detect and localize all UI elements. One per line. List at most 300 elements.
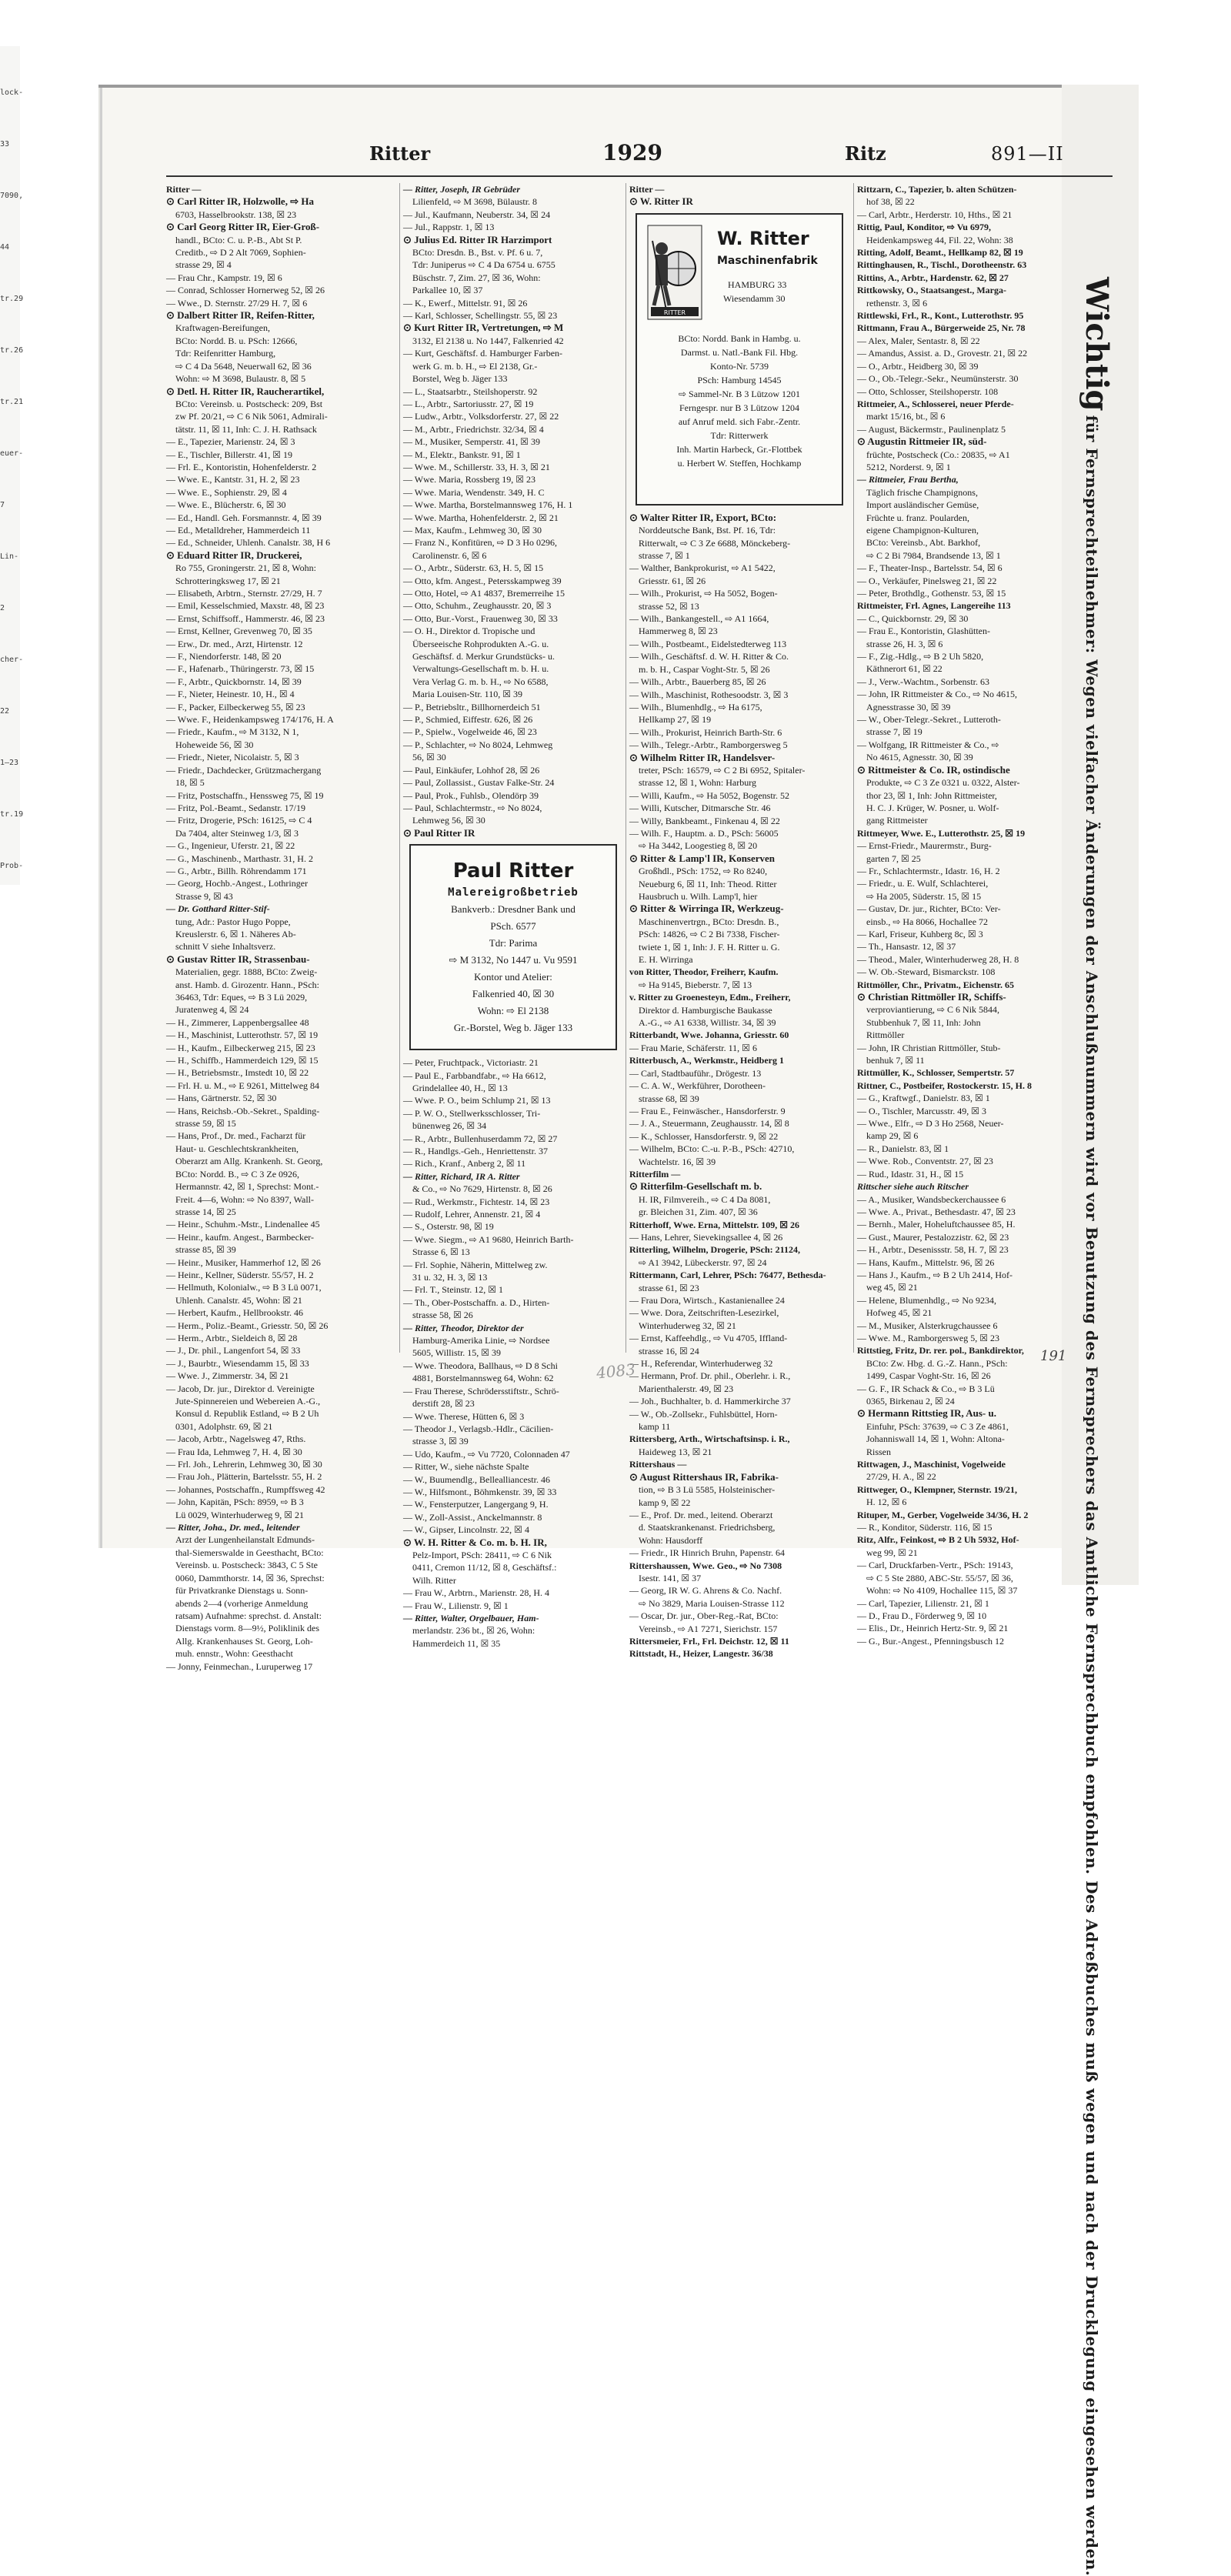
- directory-entry: — Herm., Arbtr., Sieldeich 8, ☒ 28: [166, 1332, 298, 1343]
- directory-entry: — Wwe. Martha, Hohenfelderstr. 2, ☒ 21: [403, 512, 559, 523]
- directory-entry: Borstel, Weg b. Jäger 133: [412, 373, 508, 385]
- directory-entry: — Friedr., Dachdecker, Grützmachergang: [166, 764, 322, 776]
- ad-line: Ferngespr. nur B 3 Lützow 1204: [679, 402, 799, 413]
- directory-entry: — Ritter, W., siehe nächste Spalte: [403, 1461, 529, 1473]
- directory-entry: — Frau Chr., Kampstr. 19, ☒ 6: [166, 272, 282, 283]
- directory-entry: — Theod., Maler, Winterhuderweg 28, H. 8: [857, 953, 1019, 965]
- directory-entry: Ritterling, Wilhelm, Drogerie, PSch: 21124,: [629, 1244, 800, 1256]
- directory-entry: — H., Zimmerer, Lappenbergsallee 48: [166, 1016, 309, 1028]
- directory-entry: — Carl, Stadtbauführ., Drögestr. 13: [629, 1067, 762, 1079]
- directory-entry: — R., Konditor, Süderstr. 116, ☒ 15: [857, 1522, 992, 1533]
- ad-line: BCto: Nordd. Bank in Hambg. u.: [678, 332, 801, 344]
- directory-entry: — Wolfgang, IR Rittmeister & Co., ⇨: [857, 739, 999, 750]
- directory-entry: — Wilh., Bankangestell., ⇨ A1 1664,: [629, 613, 769, 625]
- directory-entry: ⇨ C 4 Da 5648, Neuerwall 62, ☒ 36: [175, 360, 312, 372]
- directory-entry: — O., Verkäufer, Pinelsweg 21, ☒ 22: [857, 575, 997, 586]
- directory-entry: — O. H., Direktor d. Tropische und: [403, 626, 535, 637]
- directory-entry: thor 23, ☒ 1, Inh: John Rittmeister,: [866, 789, 997, 801]
- directory-entry: Wohn: ⇨ M 3698, Bulaustr. 8, ☒ 5: [175, 373, 306, 385]
- directory-entry: — Hans, Kaufm., Mittelstr. 96, ☒ 26: [857, 1256, 995, 1268]
- directory-entry: — M., Elektr., Bankstr. 91, ☒ 1: [403, 449, 521, 460]
- directory-entry: — H., Maschinist, Lutterothstr. 57, ☒ 19: [166, 1029, 319, 1041]
- directory-entry: — Rud., Werkmstr., Fichtestr. 14, ☒ 23: [403, 1196, 550, 1207]
- directory-entry: 18, ☒ 5: [175, 777, 205, 789]
- directory-entry: & Co., ⇨ No 7629, Hirtenstr. 8, ☒ 26: [412, 1183, 552, 1195]
- directory-entry: Johanniswall 14, ☒ 1, Wohn: Altona-: [866, 1433, 1005, 1445]
- directory-entry: ⇨ No 3829, Maria Louisen-Strasse 112: [639, 1597, 785, 1609]
- directory-entry: v. Ritter zu Groenesteyn, Edm., Freiherr,: [629, 992, 791, 1003]
- directory-entry: — Frl. Sophie, Näherin, Mittelweg zw.: [403, 1259, 548, 1270]
- directory-entry: — Ernst, Kellner, Grevenweg 70, ☒ 35: [166, 626, 312, 637]
- directory-entry: — Rich., Kranf., Anberg 2, ☒ 11: [403, 1158, 526, 1170]
- directory-entry: — A., Musiker, Wandsbeckerchaussee 6: [857, 1193, 1006, 1205]
- directory-entry: Hellkamp 27, ☒ 19: [639, 714, 712, 726]
- ad-title: Paul Ritter: [452, 859, 574, 883]
- directory-entry: BCto: Nordd. B., ⇨ C 3 Ze 0926,: [175, 1168, 300, 1180]
- directory-entry: Parkallee 10, ☒ 37: [412, 285, 483, 296]
- directory-entry: — J., Verw.-Wachtm., Sorbenstr. 63: [857, 676, 990, 687]
- directory-entry: Rittstadt, H., Heizer, Langestr. 36/38: [629, 1648, 773, 1660]
- ad-line: ⇨ Sammel-Nr. B 3 Lützow 1201: [678, 388, 801, 399]
- directory-entry: — Frl. Joh., Lehrerin, Lehmweg 30, ☒ 30: [166, 1459, 322, 1470]
- directory-entry: — E., Prof. Dr. med., leitend. Oberarzt: [629, 1509, 773, 1520]
- previous-page-fragment: tr.19: [0, 810, 24, 819]
- directory-entry: Griesstr. 61, ☒ 26: [639, 575, 706, 586]
- directory-entry: strasse 3, ☒ 39: [412, 1436, 469, 1447]
- directory-entry: — F., Theater-Insp., Bartelsstr. 54, ☒ 6: [857, 562, 1002, 574]
- directory-entry: — Alex, Maler, Sentastr. 8, ☒ 22: [857, 335, 980, 346]
- directory-entry: — E., Tapezier, Marienstr. 24, ☒ 3: [166, 436, 295, 448]
- side-notice: [1073, 277, 1119, 2576]
- directory-entry: — Ed., Handl. Geh. Forsmannstr. 4, ☒ 39: [166, 512, 322, 523]
- directory-entry: — Wwe. E., Blücherstr. 6, ☒ 30: [166, 499, 286, 511]
- previous-page-fragment: tr.29: [0, 295, 24, 303]
- directory-entry: 0411, Cremon 11/12, ☒ 8, Geschäftsf.:: [412, 1562, 557, 1573]
- directory-entry: ⊙ Wilhelm Ritter IR, Handelsver-: [629, 751, 776, 763]
- directory-entry: strasse 14, ☒ 25: [175, 1206, 236, 1217]
- directory-entry: — Frau Joh., Plätterin, Bartelsstr. 55, H. 2: [166, 1471, 322, 1483]
- directory-entry: — Wwe. E., Sophienstr. 29, ☒ 4: [166, 486, 287, 498]
- directory-entry: strasse 58, ☒ 26: [412, 1310, 473, 1321]
- directory-entry: — Heinr., kaufm. Angest., Barmbecker-: [166, 1231, 315, 1243]
- directory-entry: — John, IR Christian Rittmöller, Stub-: [857, 1042, 1001, 1053]
- directory-entry: Lehmweg 56, ☒ 30: [412, 815, 485, 826]
- directory-entry: Creditb., ⇨ D 2 Alt 7069, Sophien-: [175, 247, 306, 259]
- directory-entry: Winterhuderweg 32, ☒ 21: [639, 1320, 736, 1331]
- directory-entry: Juratenweg 4, ☒ 24: [175, 1004, 249, 1016]
- directory-entry: einsb., ⇨ Ha 8066, Hochallee 72: [866, 916, 989, 927]
- directory-entry: — Frau E., Kontoristin, Glashütten-: [857, 626, 990, 637]
- directory-entry: ⊙ Detl. H. Ritter IR, Raucherartikel,: [166, 385, 325, 397]
- directory-entry: — Wilh., Prokurist, Heinrich Barth-Str. 6: [629, 726, 782, 738]
- directory-entry: — M., Musiker, Alsterkrugchaussee 6: [857, 1320, 998, 1331]
- directory-entry: Grindelallee 40, H., ☒ 13: [412, 1082, 508, 1093]
- directory-entry: — Friedr., IR Hinrich Bruhn, Papenstr. 64: [629, 1547, 785, 1559]
- ad-line: Inh. Martin Harbeck, Gr.-Flottbek: [676, 443, 802, 455]
- directory-entry: Früchte u. franz. Poularden,: [866, 512, 969, 523]
- directory-entry: Rittzarn, C., Tapezier, b. alten Schützen-: [857, 184, 1017, 195]
- header-last-entry: Ritz: [845, 142, 886, 165]
- directory-entry: — Helene, Blumenhdlg., ⇨ No 9234,: [857, 1294, 997, 1306]
- directory-entry: — S., Osterstr. 98, ☒ 19: [403, 1221, 494, 1233]
- directory-entry: — Ernst-Friedr., Maurermstr., Burg-: [857, 840, 992, 852]
- directory-entry: — Otto, Schlosser, Steilshoperstr. 108: [857, 385, 999, 397]
- directory-entry: — Wwe. F., Heidenkampsweg 174/176, H. A: [166, 714, 334, 726]
- directory-entry: ⊙ Carl Georg Ritter IR, Eier-Groß-: [166, 221, 320, 233]
- directory-entry: — Heinr., Kellner, Süderstr. 55/57, H. 2: [166, 1269, 314, 1280]
- directory-entry: Lilienfeld, ⇨ M 3698, Bülaustr. 8: [412, 196, 538, 208]
- previous-page-fragment: 7090,: [0, 192, 24, 200]
- directory-entry: Vera Verlag G. m. b. H., ⇨ No 6588,: [412, 676, 549, 687]
- directory-entry: — Wilh., Prokurist, ⇨ Ha 5052, Bogen-: [629, 588, 778, 599]
- directory-entry: — Th., Hansastr. 12, ☒ 37: [857, 941, 956, 953]
- directory-entry: — O., Tischler, Marcusstr. 49, ☒ 3: [857, 1105, 986, 1116]
- ad-subtitle: Maschinenfabrik: [717, 254, 818, 267]
- directory-entry: ⊙ Paul Ritter IR: [403, 826, 475, 839]
- directory-entry: Marienthalerstr. 49, ☒ 23: [639, 1383, 734, 1394]
- ad-city: HAMBURG 33: [728, 279, 787, 290]
- directory-entry: — Jul., Rappstr. 1, ☒ 13: [403, 222, 495, 233]
- directory-entry: Ritterbusch, A., Werkmstr., Heidberg 1: [629, 1055, 784, 1066]
- directory-entry: — C., Quickbornstr. 29, ☒ 30: [857, 612, 969, 624]
- directory-entry: Rittstieg, Fritz, Dr. rer. pol., Bankdirektor,: [857, 1345, 1024, 1356]
- directory-entry: Strasse 6, ☒ 13: [412, 1246, 470, 1258]
- directory-entry: — Ludw., Arbtr., Volksdorferstr. 27, ☒ 22: [403, 411, 559, 422]
- previous-page-fragment: 2: [0, 604, 5, 612]
- directory-entry: Arzt der Lungenheilanstalt Edmunds-: [175, 1534, 315, 1546]
- directory-entry: — Willi, Kutscher, Ditmarsche Str. 46: [629, 802, 771, 814]
- directory-entry: — Wilh., Maschinist, Rothesoodstr. 3, ☒ 3: [629, 689, 789, 700]
- directory-entry: zw Pf. 20/21, ⇨ C 6 Nik 5061, Admirali-: [175, 411, 328, 422]
- directory-entry: — Emil, Kesselschmied, Maxstr. 48, ☒ 23: [166, 600, 325, 612]
- directory-entry: — M., Musiker, Semperstr. 41, ☒ 39: [403, 436, 540, 448]
- directory-entry: abends 2—4 (vorherige Anmeldung: [175, 1597, 309, 1609]
- directory-entry: Heidenkampsweg 44, Fil. 22, Wohn: 38: [866, 234, 1013, 245]
- directory-entry: 4881, Borstelmannsweg 64, Wohn: 62: [412, 1373, 554, 1384]
- directory-entry: — H., Arbtr., Desenissstr. 58, H. 7, ☒ 23: [857, 1244, 1009, 1256]
- directory-entry: — Wwe. Dora, Zeitschriften-Lesezirkel,: [629, 1307, 779, 1319]
- directory-entry: 1499, Caspar Voght-Str. 16, ☒ 26: [866, 1370, 991, 1382]
- directory-entry: Rittscher siehe auch Ritscher: [857, 1181, 969, 1193]
- directory-entry: kamp 11: [639, 1421, 671, 1433]
- directory-entry: Überseeische Rohprodukten A.-G. u.: [412, 638, 549, 649]
- ad-line: Konto-Nr. 5739: [710, 360, 769, 372]
- directory-entry: — Carl, Arbtr., Herderstr. 10, Hths., ☒ 21: [857, 209, 1012, 220]
- directory-entry: Rittwagen, J., Maschinist, Vogelweide: [857, 1459, 1006, 1470]
- directory-entry: ⊙ Eduard Ritter IR, Druckerei,: [166, 549, 302, 561]
- directory-entry: — Herbert, Kaufm., Hellbrookstr. 46: [166, 1307, 303, 1319]
- directory-entry: Uhlenh. Canalstr. 45, Wohn: ☒ 21: [175, 1294, 302, 1306]
- side-notice-text: für Fernsprechteilnehmer: Wegen vielfacher Änderungen der Anschlußnummern wird vor Benutzung des Fernsprechers das Amtliche Fernsprechbuch empfohlen. Des Adreßbuches muß wegen und nach der Drucklegung eingesehen werden.: [1083, 415, 1101, 2576]
- directory-entry: — Wwe. Maria, Wendenstr. 349, H. C: [403, 486, 545, 498]
- directory-entry: — Wwe. Theodora, Ballhaus, ⇨ D 8 Schi: [403, 1360, 558, 1371]
- header-rule: [166, 175, 1113, 177]
- directory-entry: Rittershaussen, Wwe. Geo., ⇨ No 7308: [629, 1560, 782, 1571]
- directory-entry: ⊙ Ritterfilm-Gesellschaft m. b.: [629, 1180, 762, 1193]
- directory-entry: tion, ⇨ B 3 Lü 5585, Holsteinischer-: [639, 1484, 776, 1496]
- directory-entry: — Georg, Hochb.-Angest., Lothringer: [166, 878, 309, 889]
- directory-entry: — Walther, Bankprokurist, ⇨ A1 5422,: [629, 562, 776, 574]
- directory-entry: Rittmöller, Chr., Privatm., Eichenstr. 65: [857, 979, 1014, 990]
- directory-entry: — Paul, Prok., Fuhlsb., Olendörp 39: [403, 789, 539, 801]
- directory-entry: Carolinenstr. 6, ☒ 6: [412, 549, 487, 561]
- directory-entry: — Wwe. P. O., beim Schlump 21, ☒ 13: [403, 1095, 551, 1106]
- directory-entry: — R., Handlgs.-Geh., Henriettenstr. 37: [403, 1145, 548, 1156]
- directory-entry: 0365, Birkenau 2, ☒ 24: [866, 1396, 955, 1406]
- directory-entry: ⊙ August Rittershaus IR, Fabrika-: [629, 1470, 779, 1483]
- directory-entry: Tdr: Juniperus ⇨ C 4 Da 6754 u. 6755: [412, 259, 555, 271]
- directory-column-3: [629, 183, 860, 1660]
- ad-title: W. Ritter: [717, 227, 809, 249]
- ad-line: u. Herbert W. Steffen, Hochkamp: [677, 457, 802, 469]
- directory-entry: — Ernst, Schiffsoff., Hammerstr. 46, ☒ 23: [166, 612, 325, 624]
- directory-entry: Pelz-Import, PSch: 28411, ⇨ C 6 Nik: [412, 1549, 552, 1560]
- directory-entry: strasse 59, ☒ 15: [175, 1118, 236, 1130]
- directory-entry: strasse 61, ☒ 23: [639, 1282, 699, 1293]
- directory-entry: — Jonny, Feinmechan., Luruperweg 17: [166, 1660, 313, 1672]
- directory-entry: — Wilhelm, BCto: C.-u. P.-B., PSch: 42710,: [629, 1143, 795, 1155]
- directory-entry: merlandstr. 236 bt., ☒ 26, Wohn:: [412, 1625, 535, 1637]
- directory-entry: strasse 68, ☒ 39: [639, 1093, 699, 1104]
- ad-line: auf Anruf meld. sich Fabr.-Zentr.: [678, 415, 801, 427]
- directory-entry: Import ausländischer Gemüse,: [866, 499, 979, 511]
- directory-entry: — H., Betriebsmstr., Imstedt 10, ☒ 22: [166, 1067, 309, 1079]
- directory-entry: — R., Danielstr. 83, ☒ 1: [857, 1143, 949, 1154]
- directory-entry: — Frau Dora, Wirtsch., Kastanienallee 24: [629, 1295, 785, 1306]
- directory-entry: — Karl, Schlosser, Schellingstr. 55, ☒ 23: [403, 310, 558, 322]
- previous-page-fragment: 1—23: [0, 759, 19, 767]
- previous-page-fragment: cher-: [0, 656, 24, 664]
- directory-entry: rethenstr. 3, ☒ 6: [866, 297, 928, 309]
- directory-entry: Ritz, Alfr., Feinkost, ⇨ B 2 Uh 5932, Hof-: [857, 1534, 1019, 1546]
- directory-entry: ⊙ Walter Ritter IR, Export, BCto:: [629, 511, 777, 523]
- directory-entry: ⊙ Kurt Ritter IR, Vertretungen, ⇨ M: [403, 322, 564, 334]
- directory-entry: — P., Spielw., Vogelweide 46, ☒ 23: [403, 726, 537, 738]
- directory-entry: — Rud., Idastr. 31, H., ☒ 15: [857, 1168, 964, 1180]
- page-header: [162, 142, 1108, 173]
- directory-entry: BCto: Nordd. B. u. PSch: 12666,: [175, 335, 298, 346]
- directory-entry: Ritter —: [166, 184, 202, 195]
- directory-entry: — Kurt, Geschäftsf. d. Hamburger Farben-: [403, 348, 563, 359]
- directory-entry: ⊙ Julius Ed. Ritter IR Harzimport: [403, 233, 552, 245]
- directory-entry: tung, Adr.: Pastor Hugo Poppe,: [175, 916, 291, 927]
- directory-column-4: [857, 183, 1080, 1647]
- directory-entry: ⊙ Christian Rittmöller IR, Schiffs-: [857, 991, 1006, 1003]
- directory-entry: — Dr. Gotthard Ritter-Stif-: [166, 903, 270, 915]
- directory-entry: — L., Arbtr., Sartoriusstr. 27, ☒ 19: [403, 398, 534, 409]
- ad-line: Kontor und Atelier:: [474, 971, 552, 983]
- directory-entry: — Otto, kfm. Angest., Petersskampweg 39: [403, 575, 562, 586]
- directory-entry: Rittmeyer, Wwe. E., Lutterothstr. 25, ☒ 19: [857, 827, 1026, 839]
- directory-entry: Rittershaus —: [629, 1459, 687, 1470]
- directory-entry: garten 7, ☒ 25: [866, 853, 921, 864]
- directory-entry: Rittner, C., Postbeifer, Rostockerstr. 15, H. 8: [857, 1079, 1032, 1091]
- directory-entry: — Carl, Druckfarben-Vertr., PSch: 19143,: [857, 1560, 1013, 1571]
- directory-entry: — K., Ewerf., Mittelstr. 91, ☒ 26: [403, 297, 528, 309]
- directory-entry: Rittinghausen, R., Tischl., Dorotheenstr. 63: [857, 259, 1027, 271]
- previous-page-fragment: 22: [0, 707, 10, 716]
- directory-entry: Maschinenvertrgn., BCto: Dresdn. B.,: [639, 916, 779, 927]
- directory-entry: — Frau Therese, Schrödersstiftstr., Schrö-: [403, 1385, 559, 1396]
- previous-page-fragment: euer-: [0, 449, 24, 458]
- directory-entry: Hoheweide 56, ☒ 30: [175, 739, 254, 750]
- directory-entry: Haut- u. Geschlechtskrankheiten,: [175, 1143, 299, 1154]
- directory-entry: Rittlewski, Frl., R., Kont., Lutterothstr. 95: [857, 310, 1024, 322]
- directory-entry: derstift 28, ☒ 23: [412, 1398, 475, 1410]
- directory-entry: — Wilh. F., Hauptm. a. D., PSch: 56005: [629, 827, 779, 839]
- directory-entry: — Frau E., Feinwäscher., Hansdorferstr. 9: [629, 1105, 786, 1116]
- directory-entry: strasse 16, ☒ 24: [639, 1345, 699, 1356]
- directory-entry: — F., Hafenarb., Thüringerstr. 73, ☒ 15: [166, 663, 315, 675]
- directory-entry: Haideweg 13, ☒ 21: [639, 1446, 712, 1457]
- side-notice-lead: Wichtig: [1079, 277, 1115, 412]
- directory-entry: — Fritz, Drogerie, PSch: 16125, ⇨ C 4: [166, 815, 312, 826]
- directory-entry: — Ernst, Kaffeehdlg., ⇨ Vu 4705, Iffland-: [629, 1333, 788, 1344]
- directory-entry: — G., Kraftwgf., Danielstr. 83, ☒ 1: [857, 1093, 990, 1104]
- directory-entry: — O., Ob.-Telegr.-Sekr., Neumünsterstr. 30: [857, 373, 1019, 385]
- directory-entry: — Willy, Bankbeamt., Finkenau 4, ☒ 22: [629, 815, 780, 826]
- directory-entry: Einfuhr, PSch: 37639, ⇨ C 3 Ze 4861,: [866, 1420, 1009, 1432]
- directory-entry: Rittweger, O., Klempner, Sternstr. 19/21,: [857, 1483, 1017, 1495]
- ad-lines: [643, 330, 836, 470]
- previous-page-fragment: 7: [0, 501, 5, 509]
- directory-entry: Ritterhoff, Wwe. Erna, Mittelstr. 109, ☒ 26: [629, 1219, 800, 1230]
- directory-entry: Ritterbandt, Wwe. Johanna, Griesstr. 60: [629, 1029, 789, 1041]
- directory-entry: schnitt V siehe Inhaltsverz.: [175, 941, 276, 953]
- directory-entry: ⊙ Hermann Rittstieg IR, Aus- u.: [857, 1407, 996, 1420]
- directory-entry: bünenweg 26, ☒ 34: [412, 1120, 487, 1132]
- directory-entry: 5212, Norderst. 9, ☒ 1: [866, 461, 951, 472]
- directory-entry: — W., Ob.-Zollsekr., Fuhlsbüttel, Horn-: [629, 1408, 778, 1420]
- directory-entry: Ritting, Adolf, Beamt., Hellkamp 82, ☒ 19: [857, 247, 1023, 259]
- directory-entry: — Friedr., u. E. Wulf, Schlachterei,: [857, 878, 989, 889]
- directory-entry: weg 99, ☒ 21: [866, 1547, 918, 1558]
- ad-line: Darmst. u. Natl.-Bank Fil. Hbg.: [680, 346, 799, 358]
- directory-entry: — Wwe. M., Ramborgersweg 5, ☒ 23: [857, 1332, 999, 1343]
- directory-entry: Rittmüller, K., Schlosser, Sempertstr. 57: [857, 1067, 1015, 1079]
- directory-entry: Ritterfilm —: [629, 1168, 681, 1180]
- directory-entry: — Hans J., Kaufm., ⇨ B 2 Uh 2414, Hof-: [857, 1269, 1013, 1280]
- directory-entry: früchte, Postscheck (Co.: 20835, ⇨ A1: [866, 449, 1010, 460]
- directory-entry: Rittins, A., Arbtr., Hardenstr. 62, ☒ 27: [857, 272, 1009, 283]
- directory-entry: — Frau Marie, Schäferstr. 11, ☒ 6: [629, 1042, 757, 1053]
- directory-entry: markt 15/16, bt., ☒ 6: [866, 411, 946, 422]
- directory-entry: — Gustav, Dr. jur., Richter, BCto: Ver-: [857, 903, 1001, 915]
- directory-entry: — P. W. O., Stellwerksschlosser, Tri-: [403, 1107, 541, 1119]
- directory-entry: — P., Schlachter, ⇨ No 8024, Lehmweg: [403, 739, 553, 750]
- directory-entry: — P., Betriebsltr., Billhornerdeich 51: [403, 701, 541, 712]
- directory-entry: — Hans, Gärtnerstr. 52, ☒ 30: [166, 1093, 277, 1104]
- pencil-annotation: 4083: [595, 1360, 637, 1383]
- directory-entry: — Hermann, Prof. Dr. phil., Oberlehr. i. R.,: [629, 1370, 791, 1382]
- directory-entry: Verwaltungs-Gesellschaft m. b. H. u.: [412, 663, 549, 675]
- directory-entry: Ritterwalt, ⇨ C 3 Ze 6688, Mönckeberg-: [639, 537, 791, 549]
- directory-entry: ⊙ Rittmeister & Co. IR, ostindische: [857, 763, 1010, 776]
- ad-line: Bankverb.: Dresdner Bank und: [451, 903, 575, 916]
- directory-entry: Strasse 9, ☒ 43: [175, 890, 233, 902]
- directory-entry: — Wilh., Geschäftsf. d. W. H. Ritter & Co.: [629, 651, 789, 662]
- directory-entry: BCto: Vereinsb., Abt. Barkhof,: [866, 537, 981, 549]
- directory-entry: ⊙ Augustin Rittmeier IR, süd-: [857, 435, 987, 448]
- directory-entry: Dienstags vorm. 8—9½, Poliklinik des: [175, 1623, 319, 1634]
- directory-entry: — Conrad, Schlosser Hornerweg 52, ☒ 26: [166, 285, 325, 296]
- directory-entry: Rittmeister, Frl. Agnes, Langereihe 113: [857, 600, 1011, 612]
- directory-entry: 6703, Hasselbrookstr. 138, ☒ 23: [175, 209, 297, 220]
- previous-page-fragment: 33: [0, 140, 10, 148]
- directory-entry: — Jacob, Arbtr., Nagelsweg 47, Rths.: [166, 1433, 306, 1445]
- directory-entry: Hausbruch u. Wilh. Lamp'l, hier: [639, 891, 758, 902]
- directory-entry: Jute-Spinnereien und Webereien A.-G.,: [175, 1396, 321, 1406]
- directory-entry: — Frl. T., Steinstr. 12, ☒ 1: [403, 1284, 503, 1296]
- directory-entry: H. 12, ☒ 6: [866, 1497, 907, 1508]
- w-ritter-advertisement: [636, 213, 843, 506]
- directory-entry: — O., Arbtr., Süderstr. 63, H. 5, ☒ 15: [403, 562, 544, 574]
- directory-entry: — Frau W., Lilienstr. 9, ☒ 1: [403, 1600, 509, 1611]
- directory-entry: Ro 755, Groningerstr. 21, ☒ 8, Wohn:: [175, 562, 316, 574]
- directory-entry: — Ed., Schneider, Uhlenh. Canalstr. 38, H 6: [166, 537, 331, 549]
- directory-entry: Käthnerort 61, ☒ 22: [866, 663, 942, 675]
- directory-entry: ⇨ C 5 Ste 2880, ABC-Str. 55/57, ☒ 36,: [866, 1572, 1013, 1583]
- directory-entry: — G., Bur.-Angest., Pfenningsbusch 12: [857, 1635, 1004, 1647]
- directory-entry: verproviantierung, ⇨ C 6 Nik 5844,: [866, 1004, 1000, 1016]
- directory-entry: — Wwe., D. Sternstr. 27/29 H. 7, ☒ 6: [166, 297, 308, 309]
- directory-entry: — Ritter, Walter, Orgelbauer, Ham-: [403, 1613, 539, 1623]
- directory-entry: — Otto, Bur.-Vorst., Frauenweg 30, ☒ 33: [403, 612, 558, 624]
- header-year: 1929: [602, 140, 662, 165]
- directory-entry: — Ritter, Joseph, IR Gebrüder: [403, 184, 521, 195]
- directory-entry: — F., Niendorferstr. 148, ☒ 20: [166, 651, 282, 662]
- directory-entry: BCto: Vereinsb. u. Postscheck: 209, Bst: [175, 398, 323, 409]
- directory-entry: — W., Ober-Telegr.-Sekret., Lutteroth-: [857, 714, 1001, 726]
- previous-page-fragment: tr.21: [0, 398, 24, 406]
- directory-entry: — W., Fensterputzer, Langergang 9, H.: [403, 1499, 549, 1510]
- directory-entry: Ritter —: [629, 184, 665, 195]
- header-page-number: 891—II: [991, 143, 1064, 165]
- directory-entry: — Frau W., Arbtrn., Marienstr. 28, H. 4: [403, 1587, 549, 1599]
- directory-entry: Produkte, ⇨ C 3 Ze 0321 u. 0322, Alster-: [866, 777, 1020, 789]
- directory-entry: Rittmeier, A., Schlosserei, neuer Pferde-: [857, 398, 1014, 409]
- directory-entry: H. C. J. Krüger, W. Posner, u. Wolf-: [866, 802, 999, 813]
- header-first-entry: Ritter: [369, 142, 431, 165]
- page-tag: 191: [1040, 1348, 1067, 1364]
- directory-entry: — Wwe. A., Privat., Bethesdastr. 47, ☒ 23: [857, 1206, 1016, 1217]
- directory-entry: — J. A., Steuermann, Zeughausstr. 14, ☒ 8: [629, 1118, 789, 1130]
- ad-street: Wiesendamm 30: [723, 292, 786, 304]
- ad-line: ⇨ M 3132, No 1447 u. Vu 9591: [449, 954, 578, 966]
- directory-entry: — Fritz, Pol.-Beamt., Sedanstr. 17/19: [166, 802, 305, 813]
- directory-entry: — G., Maschinenb., Marthastr. 31, H. 2: [166, 853, 313, 864]
- directory-entry: — F., Arbtr., Quickbornstr. 14, ☒ 39: [166, 676, 302, 687]
- directory-entry: Geschäftsf. d. Merkur Grundstücks- u.: [412, 651, 555, 662]
- page-top-edge: [98, 85, 1139, 88]
- directory-entry: benhuk 7, ☒ 11: [866, 1055, 925, 1066]
- directory-entry: Freit. 4—6, Wohn: ⇨ No 8397, Wall-: [175, 1193, 315, 1205]
- directory-entry: — Johannes, Postschaffn., Rumpffsweg 42: [166, 1483, 325, 1495]
- directory-entry: — Paul E., Farbbandfabr., ⇨ Ha 6612,: [403, 1069, 546, 1081]
- directory-entry: Kraftwagen-Bereifungen,: [175, 322, 270, 334]
- directory-entry: 3132, El 2138 u. No 1447, Falkenried 42: [412, 335, 564, 346]
- directory-entry: PSch: 14826, ⇨ C 2 Bi 7338, Fischer-: [639, 929, 780, 940]
- directory-entry: Rittersmeier, Frl., Frl. Deichstr. 12, ☒ 11: [629, 1635, 789, 1647]
- directory-entry: E. H. Wirringa: [639, 954, 693, 966]
- directory-entry: — Ritter, Theodor, Direktor der: [403, 1322, 524, 1333]
- directory-entry: Direktor d. Hamburgische Baukasse: [639, 1004, 772, 1016]
- directory-entry: — Herm., Poliz.-Beamt., Griesstr. 50, ☒ 26: [166, 1320, 329, 1331]
- directory-entry: strasse 85, ☒ 39: [175, 1244, 236, 1256]
- ad-line: Tdr: Ritterwerk: [710, 429, 769, 441]
- directory-entry: eigene Champignon-Kulturen,: [866, 524, 979, 536]
- directory-entry: — John, Kapitän, PSch: 8959, ⇨ B 3: [166, 1497, 304, 1508]
